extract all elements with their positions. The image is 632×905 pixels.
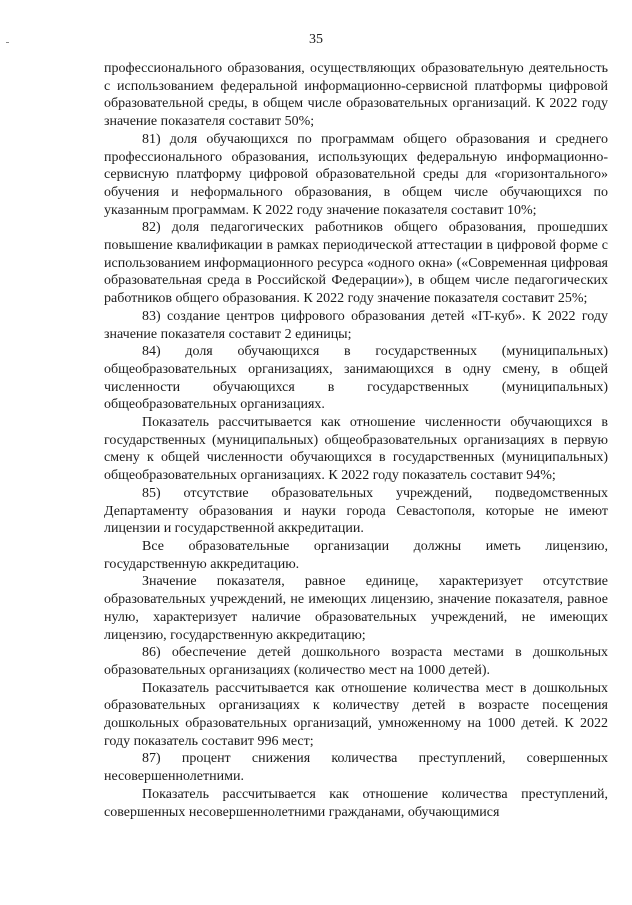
paragraph-item-81: 81) доля обучающихся по программам общего образования и среднего профессионального образования, использующих федеральную информационно-сервисную платформу цифровой образовательной среды для «горизонтального» обучения и неформального образования, в общем числе обучающихся по указанным программам. К 2022 году значение показателя составит 10%; bbox=[104, 131, 608, 218]
page-number: 35 bbox=[309, 32, 323, 47]
paragraph-item-84-calculation: Показатель рассчитывается как отношение численности обучающихся в государственных (муниципальных) общеобразовательных организациях в первую смену к общей численности обучающихся в государственных (муниципальных) общеобразовательных организациях. К 2022 году показатель составит 94%; bbox=[104, 415, 608, 484]
paragraph-item-87-calculation: Показатель рассчитывается как отношение количества преступлений, совершенных несовершеннолетними гражданами, обучающимися bbox=[104, 786, 608, 820]
paragraph-continuation: профессионального образования, осуществляющих образовательную деятельность с использованием федеральной информационно-сервисной платформы цифровой образовательной среды, в общем числе образовательных организаций. К 2022 году значение показателя составит 50%; bbox=[104, 61, 608, 130]
paragraph-item-85-requirement: Все образовательные организации должны иметь лицензию, государственную аккредитацию. bbox=[104, 538, 608, 572]
document-body bbox=[104, 60, 608, 821]
paragraph-item-84: 84) доля обучающихся в государственных (муниципальных) общеобразовательных организациях, занимающихся в одну смену, в общей численности обучающихся в государственных (муниципальных) общеобразовательных организациях. bbox=[104, 344, 608, 413]
paragraph-item-82: 82) доля педагогических работников общего образования, прошедших повышение квалификации в рамках периодической аттестации в цифровой форме с использованием информационного ресурса «одного окна» («Современная цифровая образовательная среда в Российской Федерации»), в общем числе педагогических работников общего образования. К 2022 году значение показателя составит 25%; bbox=[104, 220, 608, 307]
paragraph-item-85-value: Значение показателя, равное единице, характеризует отсутствие образовательных учреждений, не имеющих лицензию, значение показателя, равное нулю, характеризует наличие образовательных учреждений, не имеющих лицензию, государственную аккредитацию; bbox=[104, 574, 608, 643]
paragraph-item-86: 86) обеспечение детей дошкольного возраста местами в дошкольных образовательных организациях (количество мест на 1000 детей). bbox=[104, 645, 608, 678]
paragraph-item-83: 83) создание центров цифрового образования детей «IT-куб». К 2022 году значение показателя составит 2 единицы; bbox=[104, 308, 608, 342]
paragraph-item-86-calculation: Показатель рассчитывается как отношение количества мест в дошкольных образовательных организациях к количеству детей в возрасте посещения дошкольных образовательных организаций, умноженному на 1000 детей. К 2022 году показатель составит 996 мест; bbox=[104, 680, 608, 749]
paragraph-item-85: 85) отсутствие образовательных учреждений, подведомственных Департаменту образования и науки города Севастополя, которые не имеют лицензии и государственной аккредитации. bbox=[104, 485, 608, 537]
paragraph-item-87: 87) процент снижения количества преступлений, совершенных несовершеннолетними. bbox=[104, 751, 608, 785]
